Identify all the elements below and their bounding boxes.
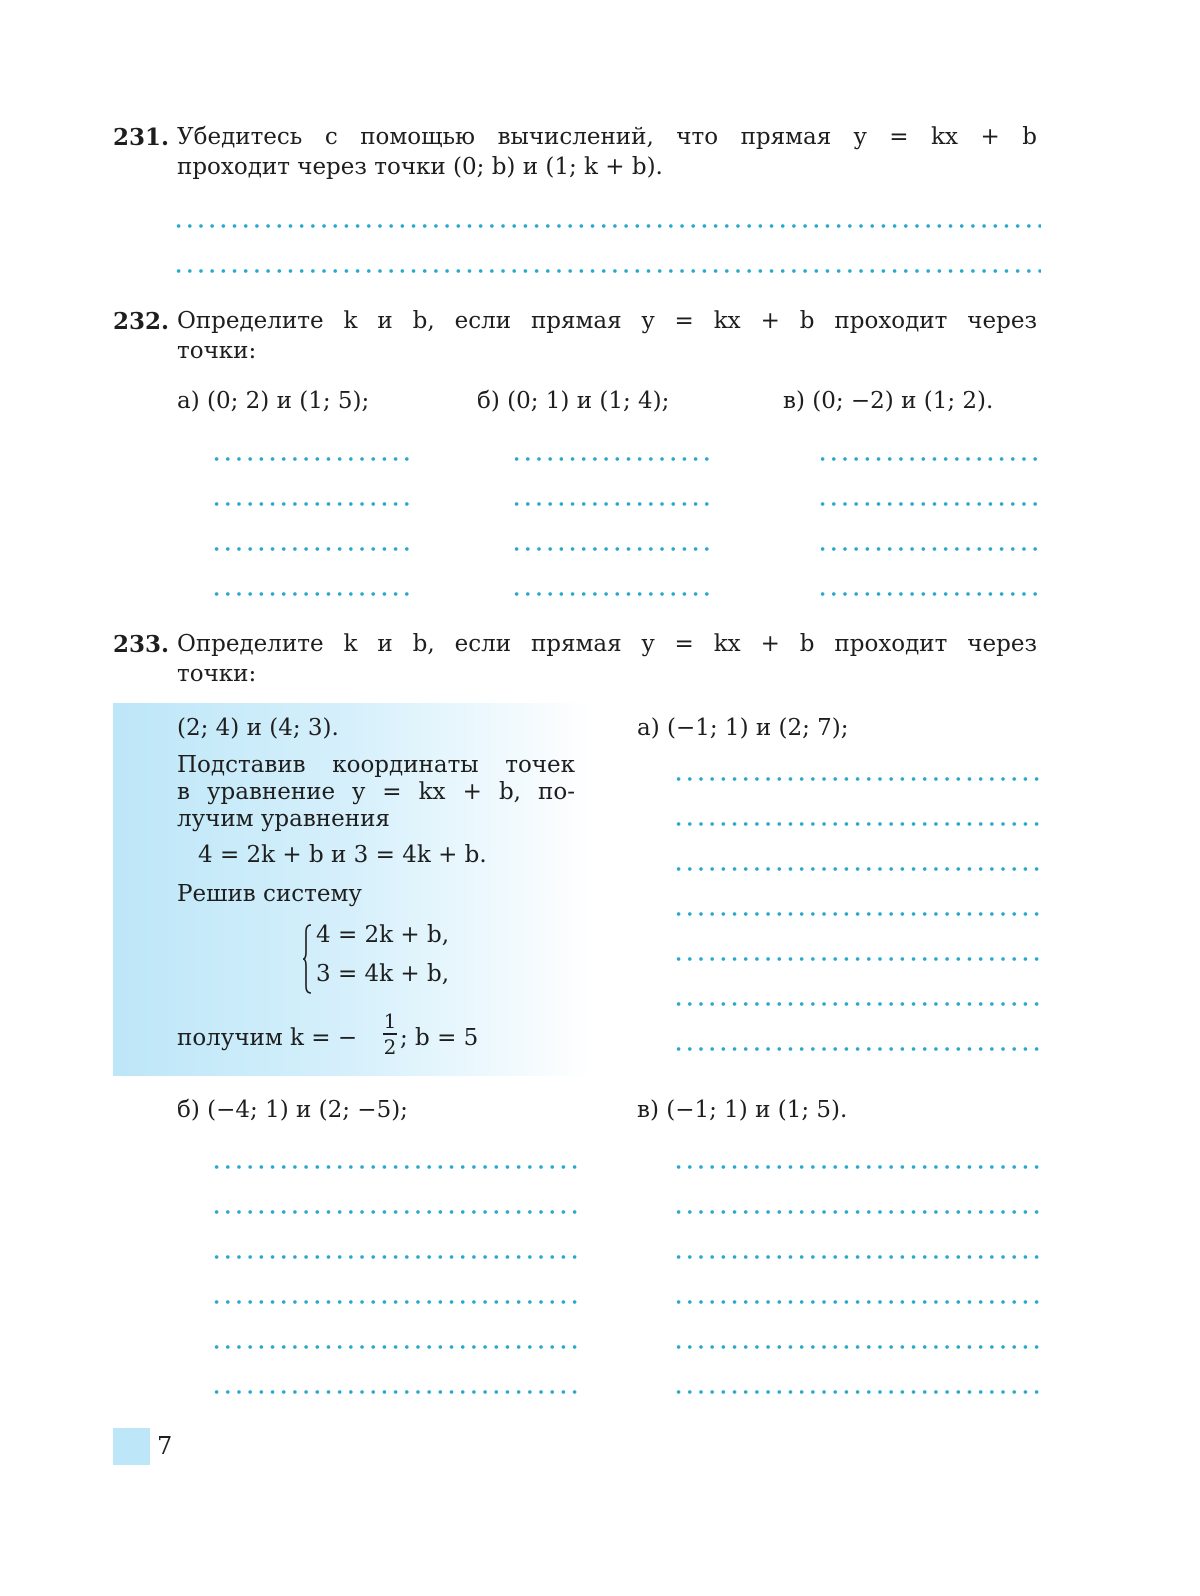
answer-line[interactable] xyxy=(673,911,1043,917)
example-text-1: Подставив координаты точек xyxy=(177,752,575,778)
problem-233-line-2: точки: xyxy=(177,661,257,687)
answer-line[interactable] xyxy=(211,1164,581,1170)
answer-line[interactable] xyxy=(673,776,1043,782)
example-text-4: Решив систему xyxy=(177,881,362,907)
answer-line[interactable] xyxy=(211,1299,581,1305)
answer-line[interactable] xyxy=(673,1046,1043,1052)
problem-232-item-b: б) (0; 1) и (1; 4); xyxy=(477,388,670,414)
page-number: 7 xyxy=(157,1432,173,1460)
answer-line[interactable] xyxy=(673,1254,1043,1260)
example-text-3: лучим уравнения xyxy=(177,806,390,832)
problem-233-item-b: б) (−4; 1) и (2; −5); xyxy=(177,1097,408,1123)
answer-line[interactable] xyxy=(511,591,715,597)
answer-line[interactable] xyxy=(673,1389,1043,1395)
fraction-numerator: 1 xyxy=(383,1009,397,1033)
answer-line[interactable] xyxy=(211,456,415,462)
problem-231-number: 231. xyxy=(113,124,170,151)
answer-line[interactable] xyxy=(511,456,715,462)
problem-233-line-1: Определите k и b, если прямая y = kx + b проходит через xyxy=(177,631,1037,657)
answer-line[interactable] xyxy=(211,546,415,552)
answer-line[interactable] xyxy=(673,1299,1043,1305)
answer-line[interactable] xyxy=(211,1209,581,1215)
fraction-one-half xyxy=(383,1010,397,1058)
problem-231-line-1: Убедитесь с помощью вычислений, что прямая y = kx + b xyxy=(177,124,1037,150)
example-text-2: в уравнение y = kx + b, по- xyxy=(177,779,575,805)
answer-line[interactable] xyxy=(511,546,715,552)
problem-232-line-2: точки: xyxy=(177,338,257,364)
problem-233-number: 233. xyxy=(113,631,170,658)
answer-line[interactable] xyxy=(673,1209,1043,1215)
answer-line[interactable] xyxy=(211,591,415,597)
page-number-tab xyxy=(113,1428,150,1465)
answer-line[interactable] xyxy=(673,1344,1043,1350)
answer-line[interactable] xyxy=(817,456,1043,462)
answer-line[interactable] xyxy=(817,591,1043,597)
problem-232-item-a: а) (0; 2) и (1; 5); xyxy=(177,388,370,414)
problem-233-item-c: в) (−1; 1) и (1; 5). xyxy=(637,1097,848,1123)
answer-line[interactable] xyxy=(673,866,1043,872)
fraction-denominator: 2 xyxy=(383,1034,397,1059)
problem-233-item-a: а) (−1; 1) и (2; 7); xyxy=(637,715,849,741)
example-equations: 4 = 2k + b и 3 = 4k + b. xyxy=(198,842,487,868)
answer-line[interactable] xyxy=(673,821,1043,827)
example-points: (2; 4) и (4; 3). xyxy=(177,715,339,741)
answer-line[interactable] xyxy=(173,223,1041,229)
problem-232-line-1: Определите k и b, если прямая y = kx + b проходит через xyxy=(177,308,1037,334)
answer-line[interactable] xyxy=(211,1344,581,1350)
answer-line[interactable] xyxy=(211,1254,581,1260)
answer-line[interactable] xyxy=(511,501,715,507)
system-equation-2: 3 = 4k + b, xyxy=(316,961,450,987)
example-result-prefix: получим k = − xyxy=(177,1025,358,1051)
problem-232-item-c: в) (0; −2) и (1; 2). xyxy=(783,388,994,414)
system-equation-1: 4 = 2k + b, xyxy=(316,922,450,948)
answer-line[interactable] xyxy=(211,1389,581,1395)
answer-line[interactable] xyxy=(211,501,415,507)
answer-line[interactable] xyxy=(817,546,1043,552)
example-result-suffix: ; b = 5 xyxy=(400,1025,479,1051)
answer-line[interactable] xyxy=(817,501,1043,507)
answer-line[interactable] xyxy=(673,1001,1043,1007)
answer-line[interactable] xyxy=(673,1164,1043,1170)
system-brace-icon xyxy=(302,924,312,994)
problem-232-number: 232. xyxy=(113,308,170,335)
answer-line[interactable] xyxy=(673,956,1043,962)
problem-231-line-2: проходит через точки (0; b) и (1; k + b). xyxy=(177,154,663,180)
answer-line[interactable] xyxy=(173,268,1041,274)
